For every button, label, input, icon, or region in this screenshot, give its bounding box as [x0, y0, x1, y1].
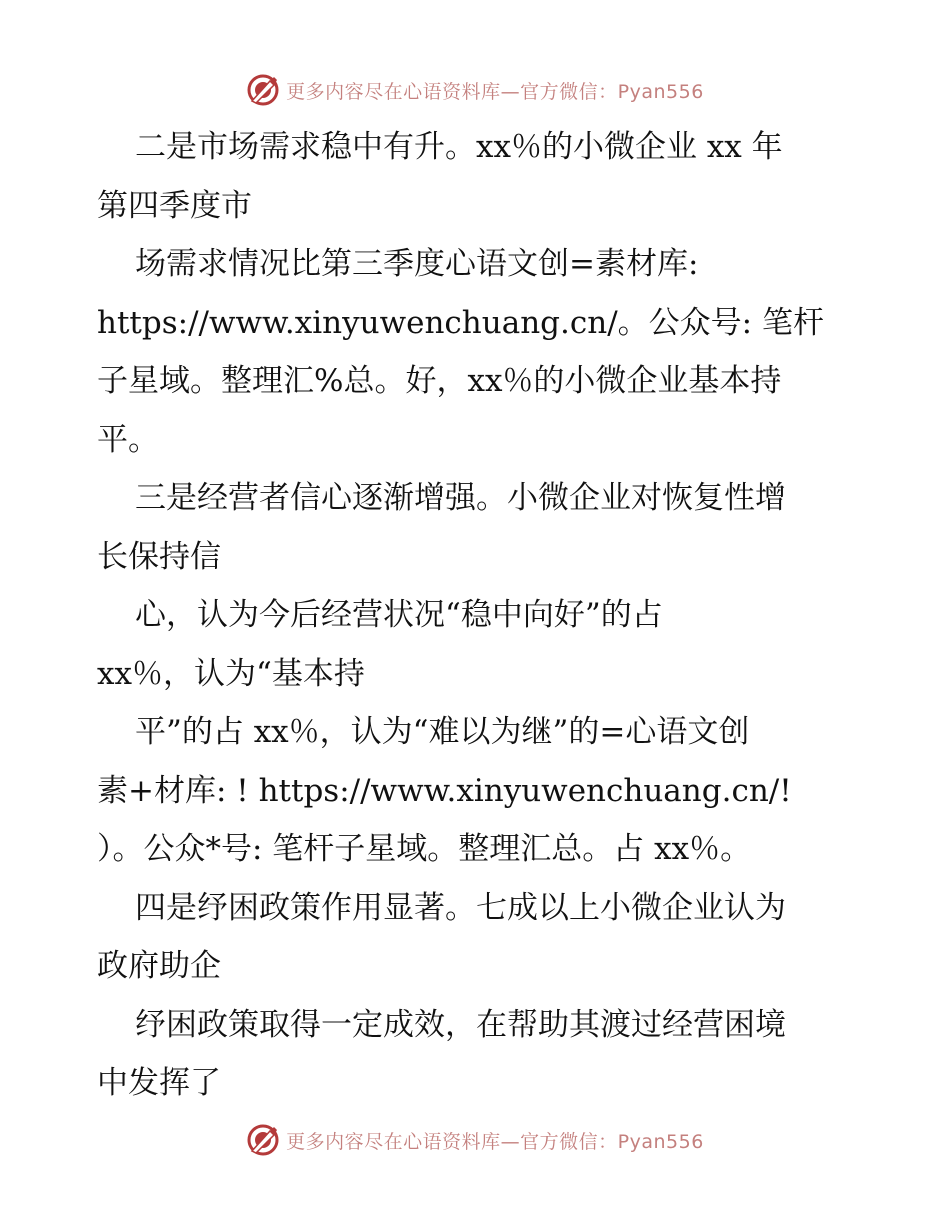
text-line: 子星域。整理汇%总。好，xx％的小微企业基本持	[97, 363, 782, 399]
text-line: 中发挥了	[97, 1065, 221, 1101]
text-line: 平。	[97, 421, 159, 458]
text-line: 平”的占 xx％，认为“难以为继”的=心语文创	[135, 714, 750, 750]
pen-circle-logo-icon	[246, 1123, 280, 1157]
text-line: 第四季度市	[97, 187, 252, 224]
text-line: 场需求情况比第三季度心语文创=素材库:	[135, 246, 699, 282]
text-line: 二是市场需求稳中有升。xx％的小微企业 xx 年	[135, 129, 783, 165]
text-line: https://www.xinyuwenchuang.cn/。公众号: 笔杆	[97, 304, 824, 341]
text-line: 政府助企	[97, 948, 221, 984]
text-line: 长保持信	[97, 538, 221, 575]
header-text: 更多内容尽在心语资料库—官方微信：Pyan556	[286, 80, 704, 103]
footer-text: 更多内容尽在心语资料库—官方微信：Pyan556	[286, 1130, 704, 1153]
text-line: 四是纾困政策作用显著。七成以上小微企业认为	[135, 889, 786, 926]
pen-circle-logo-icon	[246, 73, 280, 107]
text-line: ）。公众*号: 笔杆子星域。整理汇总。占 xx％。	[97, 831, 752, 867]
text-line: 纾困政策取得一定成效，在帮助其渡过经营困境	[135, 1006, 786, 1043]
header-banner	[0, 70, 950, 110]
document-body	[97, 118, 857, 1113]
text-line: 三是经营者信心逐渐增强。小微企业对恢复性增	[135, 480, 786, 516]
text-line: 素+材库: ! https://www.xinyuwenchuang.cn/!	[97, 772, 792, 809]
footer-banner	[0, 1120, 950, 1160]
text-line: 心，认为今后经营状况“稳中向好”的占	[135, 597, 663, 633]
text-line: xx％，认为“基本持	[97, 655, 365, 692]
